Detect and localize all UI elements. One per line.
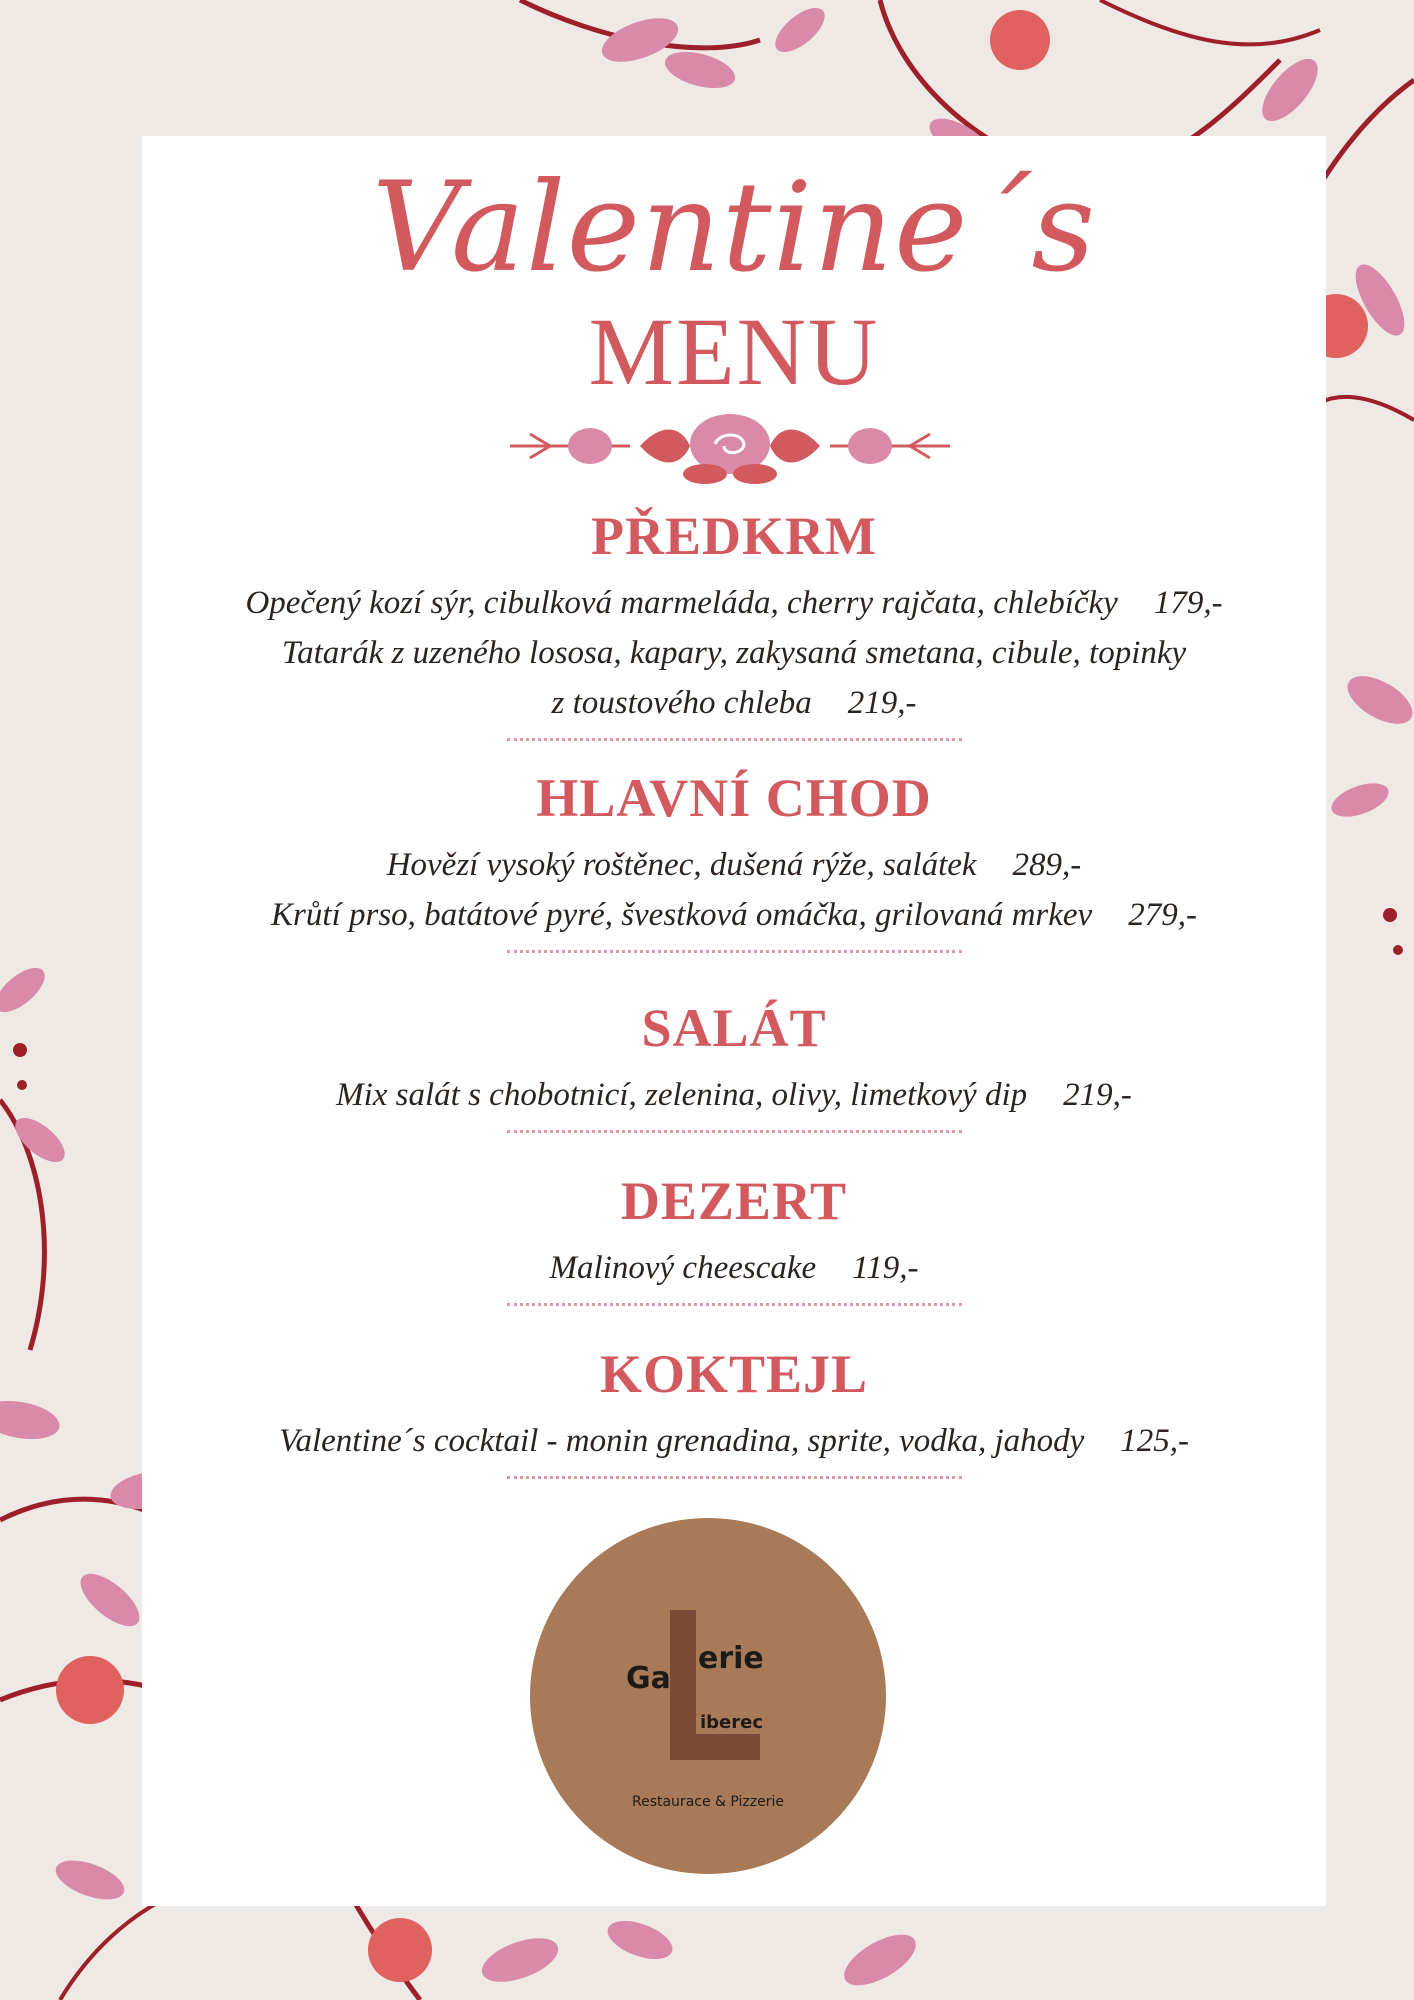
section-predkrm (142, 504, 1326, 741)
menu-item-price: 279,- (1128, 897, 1197, 933)
menu-item-price: 119,- (852, 1250, 919, 1286)
dotted-divider (507, 738, 962, 741)
logo-text-iberec: iberec (700, 1712, 764, 1733)
restaurant-logo (530, 1518, 886, 1874)
menu-item-name: Opečený kozí sýr, cibulková marmeláda, cherry rajčata, chlebíčky (245, 585, 1118, 621)
menu-card (142, 136, 1326, 1906)
dotted-divider (507, 1303, 962, 1306)
logo-text-erie: erie (698, 1641, 764, 1676)
rose-ornament-icon (510, 404, 950, 488)
menu-item-price: 289,- (1012, 847, 1082, 883)
dotted-divider (507, 1476, 962, 1479)
menu-item-price: 179,- (1153, 585, 1223, 621)
menu-title: MENU (588, 298, 880, 405)
logo-text-ga: Ga (626, 1661, 671, 1696)
dotted-divider (507, 1130, 962, 1133)
logo-tagline: Restaurace & Pizzerie (631, 1794, 785, 1810)
menu-item (142, 628, 1326, 678)
menu-item-name: Valentine´s cocktail - monin grenadina, sprite, vodka, jahody (278, 1423, 1085, 1459)
menu-item (142, 1070, 1326, 1120)
dotted-divider (507, 950, 962, 953)
menu-item-price: 219,- (847, 685, 917, 721)
menu-item-name: Malinový cheescake (549, 1250, 817, 1286)
section-title: HLAVNÍ CHOD (536, 768, 932, 828)
section-title: SALÁT (641, 998, 827, 1058)
menu-title-script: Valentine´s (371, 156, 1097, 300)
menu-item (142, 1243, 1326, 1293)
menu-item-price: 219,- (1063, 1077, 1132, 1113)
section-title: PŘEDKRM (591, 506, 877, 566)
menu-item (142, 1416, 1326, 1466)
menu-item-name: Mix salát s chobotnicí, zelenina, olivy, limetkový dip (336, 1077, 1028, 1113)
section-title: KOKTEJL (599, 1344, 869, 1404)
menu-item-name: Krůtí prso, batátové pyré, švestková omáčka, grilovaná mrkev (271, 897, 1093, 933)
menu-item-name: z toustového chleba (551, 685, 812, 721)
menu-item-name: Tatarák z uzeného lososa, kapary, zakysaná smetana, cibule, topinky (281, 635, 1187, 671)
menu-item (142, 840, 1326, 890)
menu-item-price: 125,- (1120, 1423, 1190, 1459)
section-koktejl (142, 1342, 1326, 1479)
menu-item-name: Hovězí vysoký roštěnec, dušená rýže, salátek (386, 847, 977, 883)
section-title: DEZERT (620, 1171, 848, 1231)
section-salat (142, 996, 1326, 1133)
menu-item (142, 578, 1326, 628)
section-dezert (142, 1169, 1326, 1306)
menu-item (142, 890, 1326, 940)
menu-item (142, 678, 1326, 728)
section-hlavni-chod (142, 766, 1326, 953)
